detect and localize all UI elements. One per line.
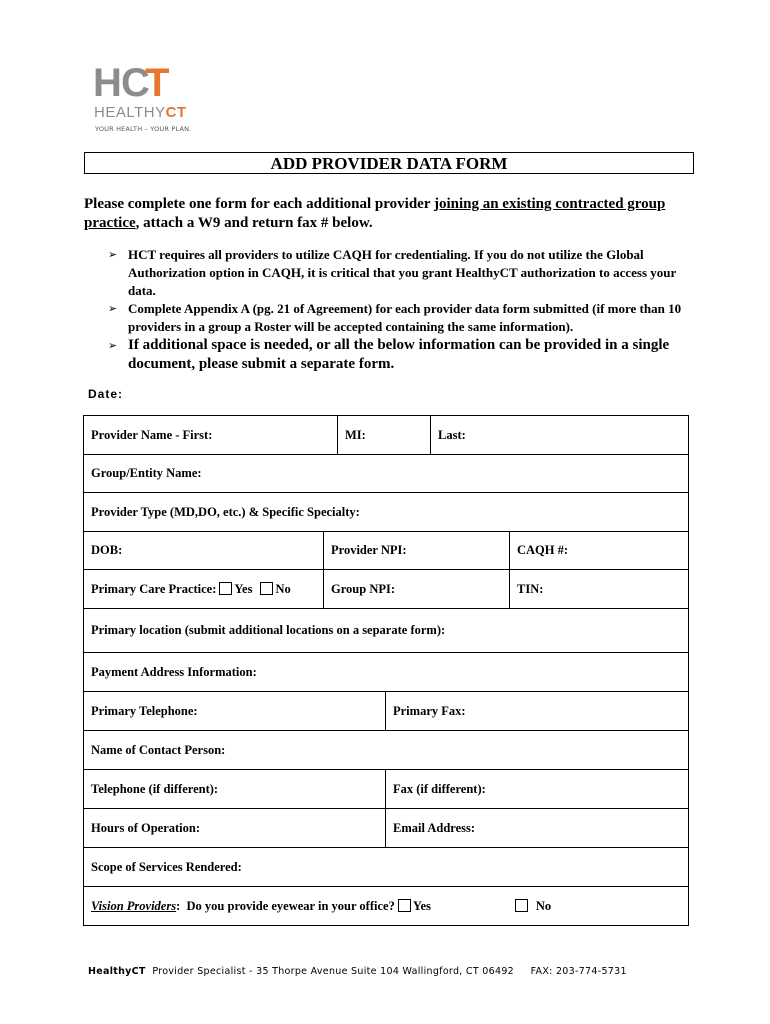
mi-label: MI: bbox=[345, 427, 366, 442]
first-name-label: Provider Name - First: bbox=[91, 427, 213, 442]
scope-services-field[interactable] bbox=[84, 848, 688, 886]
logo-letter-c: C bbox=[121, 61, 147, 105]
instruction-text: Complete Appendix A (pg. 21 of Agreement) for each provider data form submitted (if more than 10 providers in a group a Roster will be accepted containing the same information). bbox=[128, 301, 682, 334]
dob-field[interactable] bbox=[84, 532, 323, 569]
logo-letter-t: T bbox=[145, 61, 167, 105]
arrow-bullet-icon: ➢ bbox=[108, 248, 118, 261]
group-npi-field[interactable] bbox=[323, 570, 509, 608]
telephone-different-field[interactable] bbox=[84, 770, 385, 808]
primary-telephone-label: Primary Telephone: bbox=[91, 703, 198, 718]
email-field[interactable] bbox=[385, 809, 688, 847]
group-entity-label: Group/Entity Name: bbox=[91, 466, 202, 480]
form-row-name bbox=[84, 416, 688, 455]
logo-word-healthy: HEALTHY bbox=[94, 104, 166, 121]
fax-different-label: Fax (if different): bbox=[393, 781, 486, 796]
arrow-bullet-icon: ➢ bbox=[108, 302, 118, 315]
instructions-list bbox=[108, 246, 688, 374]
primary-care-no-checkbox[interactable] bbox=[260, 582, 273, 595]
provider-npi-label: Provider NPI: bbox=[331, 543, 407, 557]
vision-providers-label: Vision Providers bbox=[91, 898, 177, 913]
payment-address-label: Payment Address Information: bbox=[91, 664, 257, 679]
form-row-telephone bbox=[84, 692, 688, 731]
hours-field[interactable] bbox=[84, 809, 385, 847]
form-title: ADD PROVIDER DATA FORM bbox=[84, 152, 694, 174]
yes-label: Yes bbox=[234, 581, 253, 596]
instruction-item bbox=[108, 246, 688, 300]
form-row-payment bbox=[84, 653, 688, 692]
form-row-dob bbox=[84, 532, 688, 570]
intro-text-2: , attach a W9 and return fax # below. bbox=[135, 215, 373, 231]
form-row-group bbox=[84, 455, 688, 493]
intro-underlined-2: practice bbox=[84, 215, 136, 231]
dob-label: DOB: bbox=[91, 543, 123, 557]
provider-type-label: Provider Type (MD,DO, etc.) & Specific Specialty: bbox=[91, 504, 360, 519]
intro-paragraph bbox=[84, 195, 694, 233]
form-row-hours bbox=[84, 809, 688, 848]
primary-care-label: Primary Care Practice: bbox=[91, 581, 217, 596]
form-row-primary-location bbox=[84, 609, 688, 653]
last-name-field[interactable] bbox=[430, 416, 688, 454]
healthyct-logo bbox=[93, 61, 233, 136]
vision-question-text: Do you provide eyewear in your office? bbox=[186, 898, 395, 913]
logo-letter-h: H bbox=[93, 61, 119, 105]
hours-label: Hours of Operation: bbox=[91, 820, 201, 835]
provider-type-field[interactable] bbox=[84, 493, 688, 531]
form-row-alt-phone bbox=[84, 770, 688, 809]
fax-different-field[interactable] bbox=[385, 770, 688, 808]
primary-care-field bbox=[84, 570, 323, 608]
instruction-text: HCT requires all providers to utilize CAQH for credentialing. If you do not utilize the Global Authorization option in CAQH, it is critical that you grant HealthyCT authorization to access your data. bbox=[128, 247, 677, 298]
payment-address-field[interactable] bbox=[84, 653, 688, 691]
email-label: Email Address: bbox=[393, 820, 476, 835]
scope-services-label: Scope of Services Rendered: bbox=[91, 859, 242, 874]
instruction-item bbox=[108, 336, 688, 374]
tin-label: TIN: bbox=[517, 581, 544, 596]
intro-text-1: Please complete one form for each additional provider bbox=[84, 196, 434, 212]
page-footer bbox=[88, 966, 688, 977]
vision-colon: : bbox=[176, 898, 181, 913]
date-label: Date: bbox=[88, 387, 124, 401]
intro-underlined-1: joining an existing contracted group bbox=[433, 196, 666, 212]
footer-brand: HealthyCT bbox=[88, 966, 146, 977]
group-npi-label: Group NPI: bbox=[331, 581, 396, 596]
primary-telephone-field[interactable] bbox=[84, 692, 385, 730]
form-row-scope bbox=[84, 848, 688, 887]
contact-person-field[interactable] bbox=[84, 731, 688, 769]
contact-person-label: Name of Contact Person: bbox=[91, 742, 226, 757]
footer-fax: FAX: 203-774-5731 bbox=[530, 966, 627, 977]
primary-location-label: Primary location (submit additional locations on a separate form): bbox=[91, 623, 446, 637]
vision-no-checkbox[interactable] bbox=[515, 899, 528, 912]
primary-care-yes-checkbox[interactable] bbox=[219, 582, 232, 595]
provider-npi-field[interactable] bbox=[323, 532, 509, 569]
primary-fax-label: Primary Fax: bbox=[393, 703, 466, 718]
vision-yes-checkbox[interactable] bbox=[398, 899, 411, 912]
arrow-bullet-icon: ➢ bbox=[108, 339, 118, 352]
logo-tagline: YOUR HEALTH – YOUR PLAN. bbox=[95, 125, 192, 133]
vision-question-field bbox=[84, 887, 688, 925]
no-label: No bbox=[275, 581, 291, 596]
logo-word-ct: CT bbox=[165, 104, 187, 121]
caqh-field[interactable] bbox=[509, 532, 688, 569]
tin-field[interactable] bbox=[509, 570, 688, 608]
first-name-field[interactable] bbox=[84, 416, 337, 454]
vision-no-label: No bbox=[535, 898, 552, 913]
caqh-label: CAQH #: bbox=[517, 543, 569, 557]
primary-fax-field[interactable] bbox=[385, 692, 688, 730]
primary-location-field[interactable] bbox=[84, 609, 688, 652]
form-row-vision bbox=[84, 887, 688, 926]
footer-address: Provider Specialist - 35 Thorpe Avenue Suite 104 Wallingford, CT 06492 bbox=[152, 966, 515, 977]
vision-yes-label: Yes bbox=[412, 898, 431, 913]
instruction-item bbox=[108, 300, 688, 336]
instruction-text: If additional space is needed, or all the below information can be provided in a single document, please submit a separate form. bbox=[128, 337, 670, 372]
telephone-different-label: Telephone (if different): bbox=[91, 781, 219, 796]
mi-field[interactable] bbox=[337, 416, 430, 454]
logo-wordmark bbox=[94, 104, 187, 122]
form-row-primary-care bbox=[84, 570, 688, 609]
group-entity-field[interactable] bbox=[84, 455, 688, 492]
form-row-contact bbox=[84, 731, 688, 770]
provider-data-form bbox=[83, 415, 689, 926]
last-name-label: Last: bbox=[438, 427, 466, 442]
form-row-provider-type bbox=[84, 493, 688, 532]
